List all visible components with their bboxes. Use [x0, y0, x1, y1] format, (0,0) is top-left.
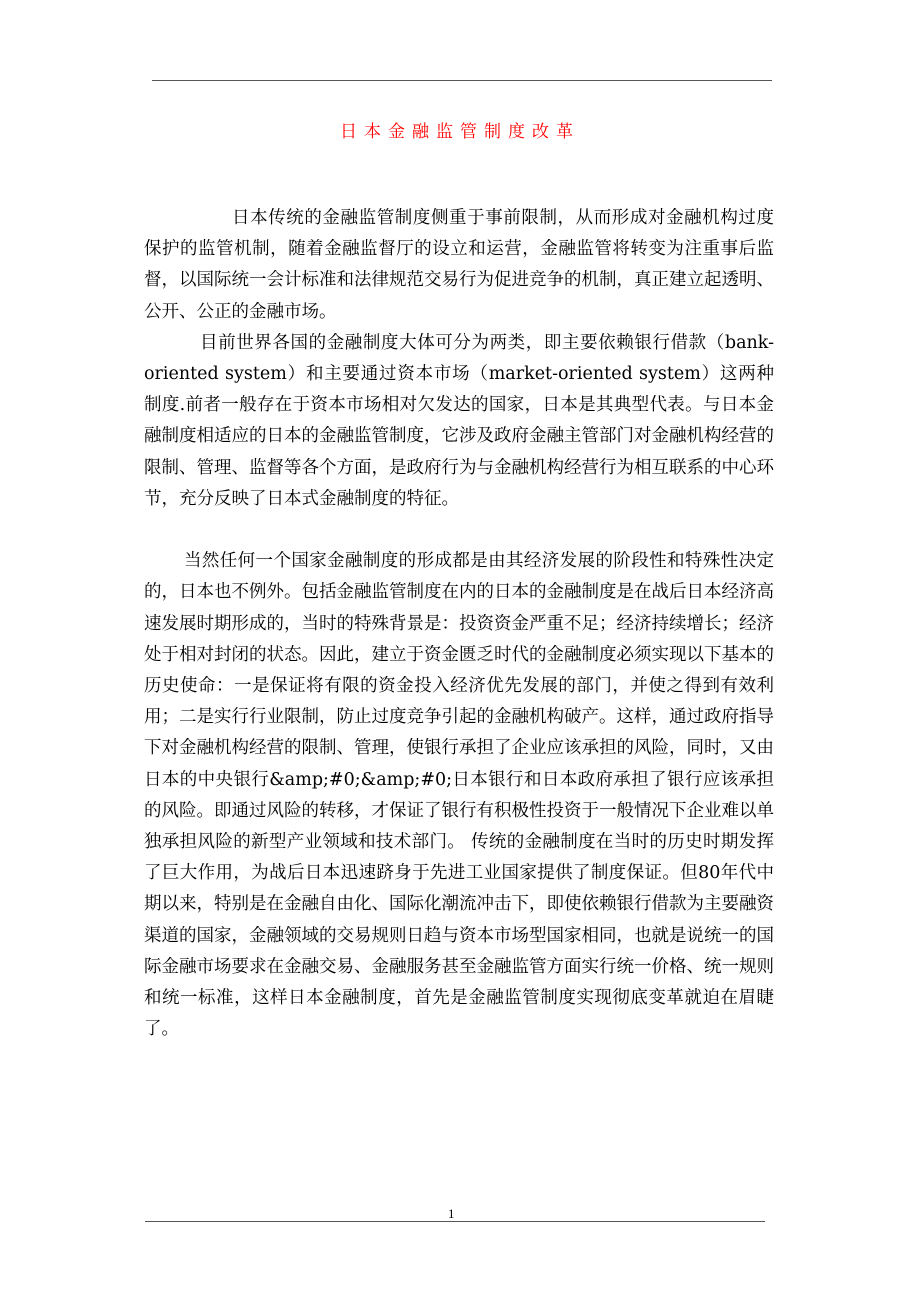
header-rule [152, 80, 772, 81]
document-body [144, 203, 774, 1045]
paragraph-2: 目前世界各国的金融制度大体可分为两类，即主要依赖银行借款（bank-oriented system）和主要通过资本市场（market-oriented system）这两种制度.前者一般存在于资本市场相对欠发达的国家，日本是其典型代表。与日本金融制度相适应的日本的金融监管制度，它涉及政府金融主管部门对金融机构经营的限制、管理、监督等各个方面，是政府行为与金融机构经营行为相互联系的中心环节，充分反映了日本式金融制度的特征。 [144, 332, 774, 509]
document-title: 日本金融监管制度改革 [340, 122, 580, 142]
paragraph-1: 日本传统的金融监管制度侧重于事前限制，从而形成对金融机构过度保护的监管机制，随着金融监督厅的设立和运营，金融监管将转变为注重事后监督，以国际统一会计标准和法律规范交易行为促进竞争的机制，真正建立起透明、公开、公正的金融市场。 [144, 208, 774, 322]
paragraph-3: 当然任何一个国家金融制度的形成都是由其经济发展的阶段性和特殊性决定的，日本也不例外。包括金融监管制度在内的日本的金融制度是在战后日本经济高速发展时期形成的，当时的特殊背景是：投资资金严重不足；经济持续增长；经济处于相对封闭的状态。因此，建立于资金匮乏时代的金融制度必须实现以下基本的历史使命：一是保证将有限的资金投入经济优先发展的部门，并使之得到有效利用；二是实行行业限制，防止过度竞争引起的金融机构破产。这样，通过政府指导下对金融机构经营的限制、管理，使银行承担了企业应该承担的风险，同时，又由日本的中央银行&amp;#0;&amp;#0;日本银行和日本政府承担了银行应该承担的风险。即通过风险的转移，才保证了银行有积极性投资于一般情况下企业难以单独承担风险的新型产业领域和技术部门。 传统的金融制度在当时的历史时期发挥了巨大作用，为战后日本迅速跻身于先进工业国家提供了制度保证。但80年代中期以来，特别是在金融自由化、国际化潮流冲击下，即使依赖银行借款为主要融资渠道的国家，金融领域的交易规则日趋与资本市场型国家相同，也就是说统一的国际金融市场要求在金融交易、金融服务甚至金融监管方面实行统一价格、统一规则和统一标准，这样日本金融制度，首先是金融监管制度实现彻底变革就迫在眉睫了。 [144, 551, 774, 1040]
footer-rule [145, 1221, 765, 1222]
page-number: 1 [448, 1206, 455, 1221]
